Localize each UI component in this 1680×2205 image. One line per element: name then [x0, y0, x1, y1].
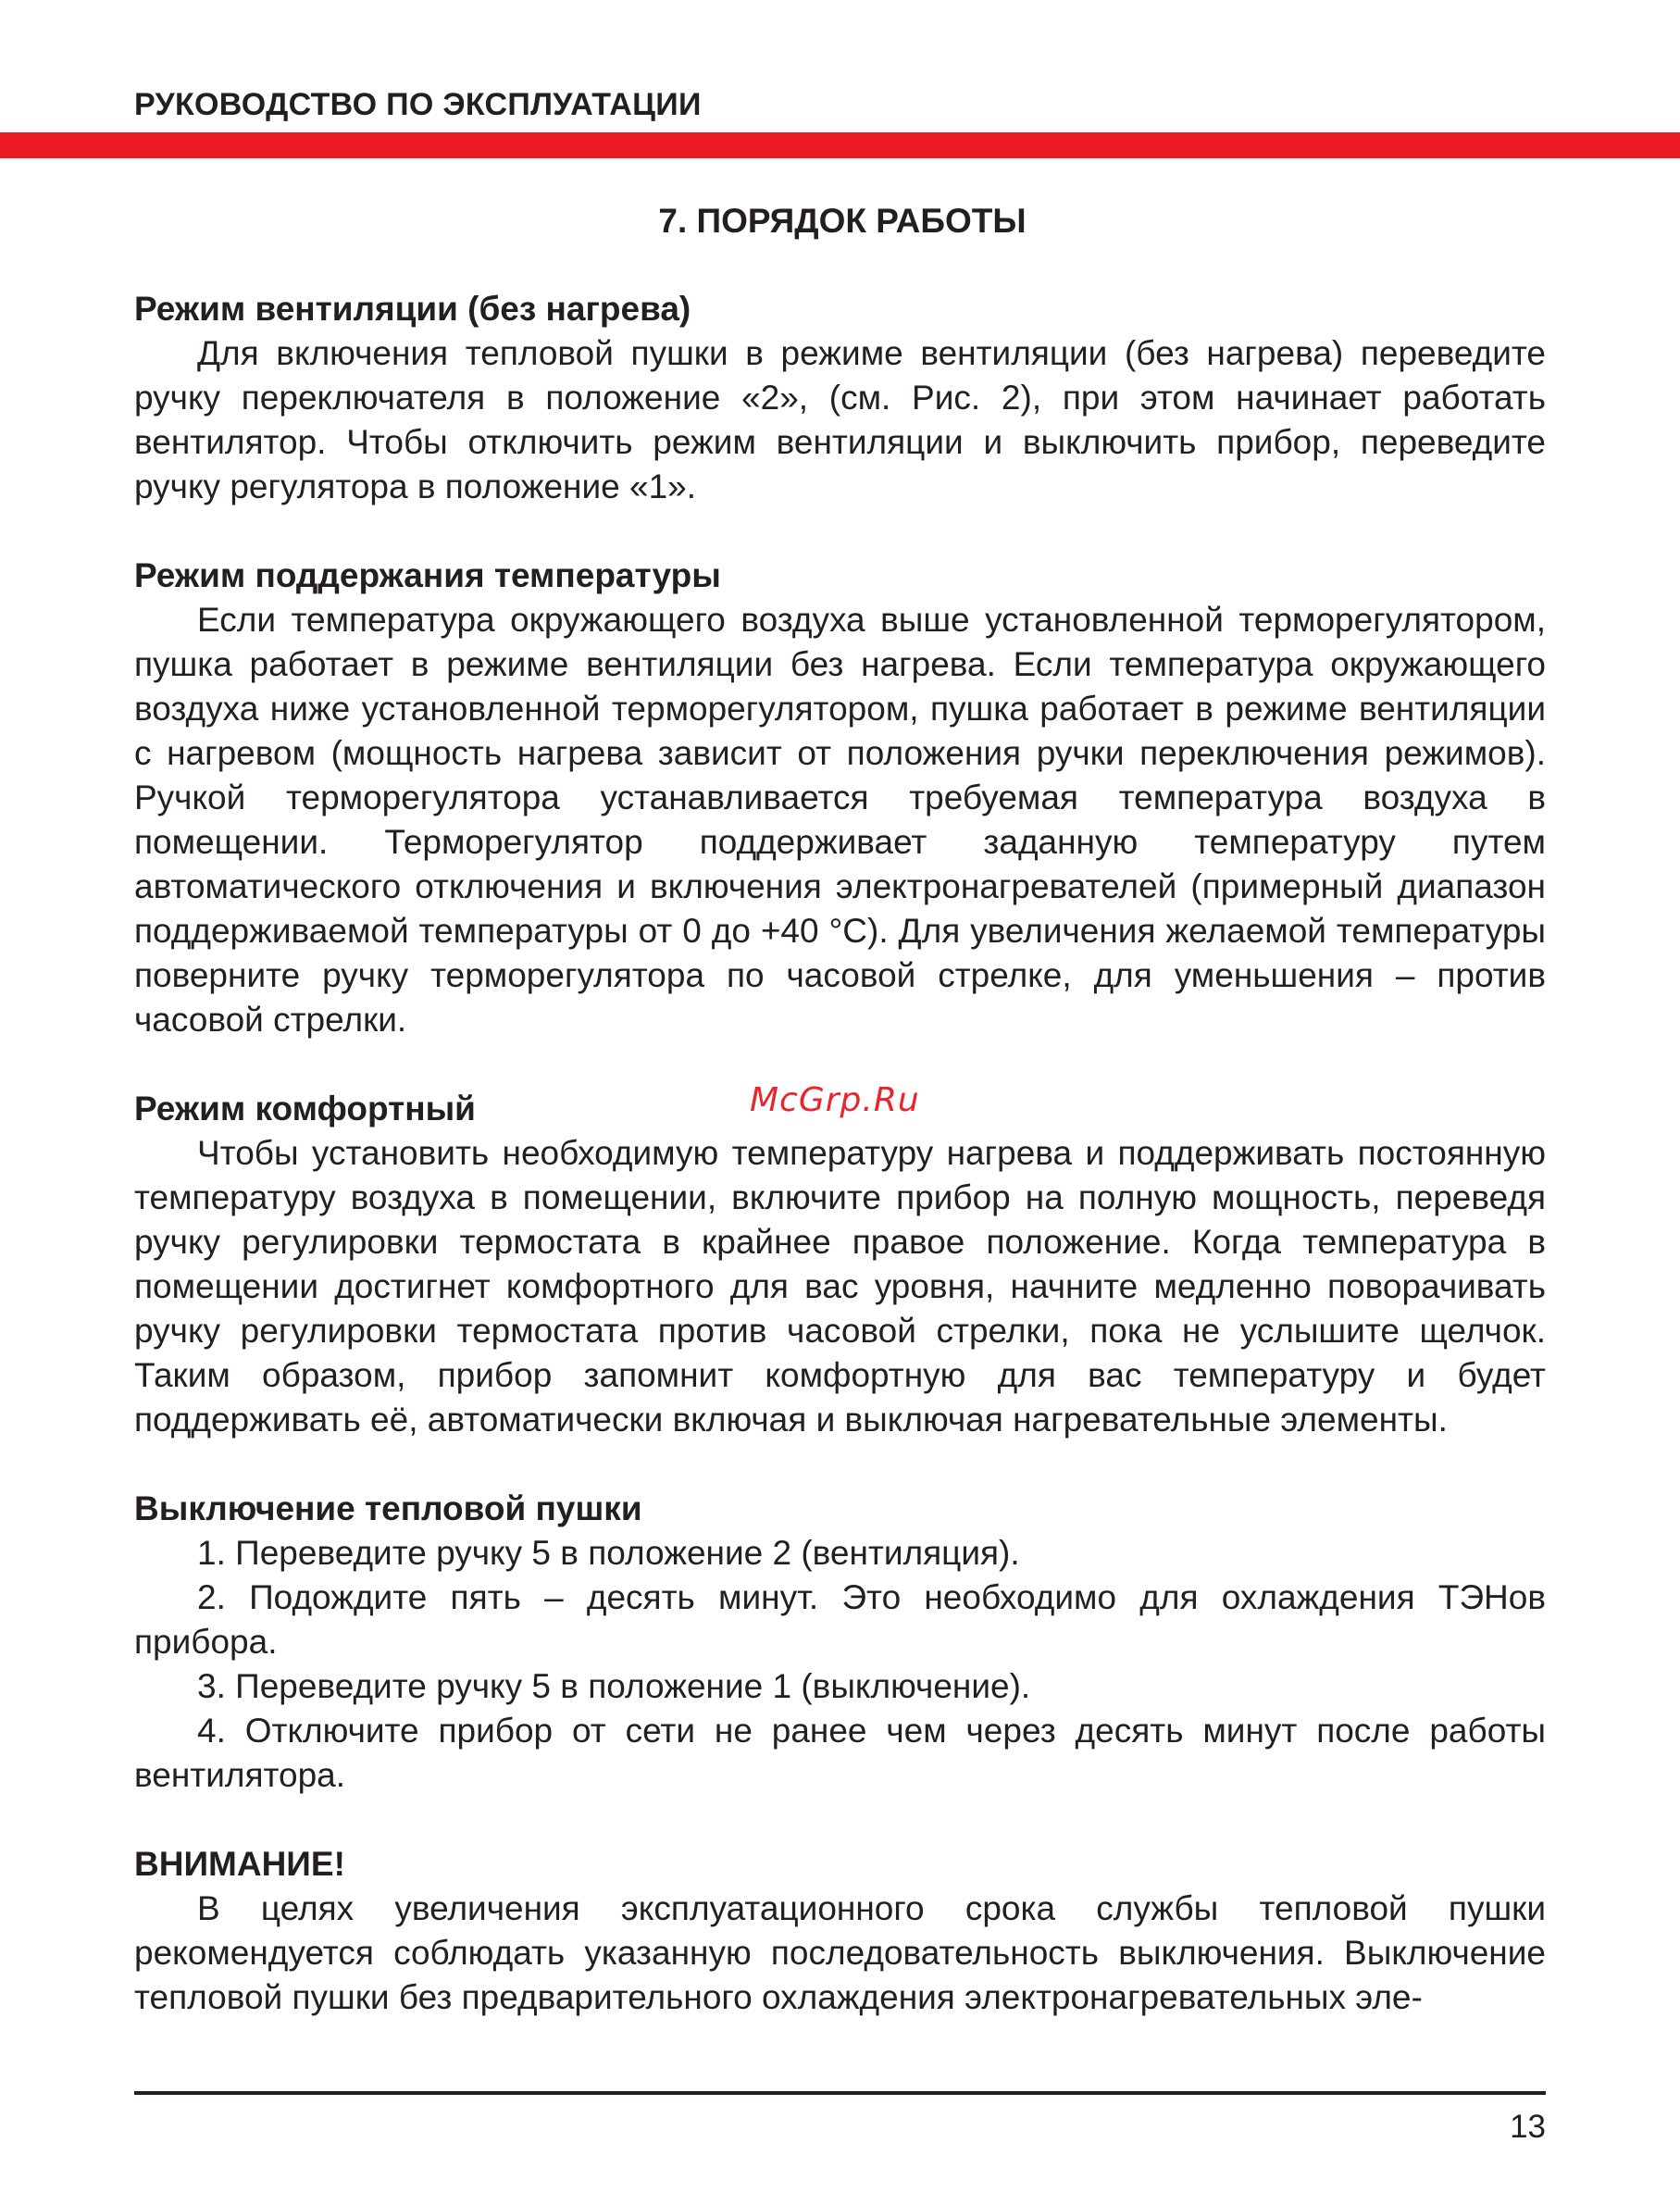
heading-comfort: Режим комфортный — [134, 1090, 476, 1127]
page-content — [134, 287, 1546, 2020]
page-number: 13 — [1510, 2109, 1546, 2145]
paragraph-comfort: Чтобы установить необходимую температуру нагрева и поддерживать постоянную температуру воздуха в помещении, включите прибор на полную мощность, переведя ручку регулировки термостата в крайнее правое положение. Когда температура в помещении достигнет комфортного для вас уровня, начните медленно поворачивать ручку регулировки термостата против часовой стрелки, пока не услышите щелчок. Таким образом, прибор запомнит комфортную для вас температуру и будет поддерживать её, автоматически включая и выключая нагревательные элементы. — [134, 1134, 1546, 1439]
paragraph-temperature: Если температура окружающего воздуха выше установленной терморегулятором, пушка работает в режиме вентиляции без нагрева. Если температура окружающего воздуха ниже установленной терморегулятором, пушка работает в режиме вентиляции с нагревом (мощность нагрева зависит от положения ручки переключения режимов). Ручкой терморегулятора устанавливается требуемая температура воздуха в помещении. Терморегулятор поддерживает заданную температуру путем автоматического отключения и включения электронагревателей (примерный диапазон поддерживаемой температуры от 0 до +40 °С). Для увеличения желаемой температуры поверните ручку терморегулятора по часовой стрелке, для уменьшения – против часовой стрелки. — [134, 601, 1546, 1039]
heading-temperature: Режим поддержания температуры — [134, 556, 721, 594]
footer-divider — [134, 2091, 1546, 2095]
paragraph-ventilation: Для включения тепловой пушки в режиме вентиляции (без нагрева) переведите ручку переключателя в положение «2», (см. Рис. 2), при этом начинает работать вентилятор. Чтобы отключить режим вентиляции и выключить прибор, переведите ручку регулятора в положение «1». — [134, 334, 1546, 505]
shutdown-step: 1. Переведите ручку 5 в положение 2 (вентиляция). — [197, 1534, 1020, 1572]
section-title: 7. ПОРЯДОК РАБОТЫ — [658, 202, 1027, 240]
watermark-text: McGrp.Ru — [750, 1081, 920, 1119]
running-header: РУКОВОДСТВО ПО ЭКСПЛУАТАЦИИ — [134, 87, 702, 122]
section-temperature — [134, 554, 1546, 1042]
section-comfort — [134, 1087, 1546, 1442]
paragraph-warning: В целях увеличения эксплуатационного срока службы тепловой пушки рекомендуется соблюдать указанную последовательность выключения. Выключение тепловой пушки без предварительного охлаждения электронагревательных эле- — [134, 1889, 1546, 2016]
shutdown-step: 2. Подождите пять – десять минут. Это необходимо для охлаждения ТЭНов прибора. — [134, 1578, 1546, 1661]
heading-shutdown: Выключение тепловой пушки — [134, 1489, 642, 1527]
shutdown-step: 4. Отключите прибор от сети не ранее чем через десять минут после работы вентилятора. — [134, 1712, 1546, 1794]
shutdown-step: 3. Переведите ручку 5 в положение 1 (выключение). — [197, 1667, 1031, 1705]
section-warning — [134, 1842, 1546, 2020]
heading-warning: ВНИМАНИЕ! — [134, 1845, 345, 1883]
heading-ventilation: Режим вентиляции (без нагрева) — [134, 290, 691, 328]
section-shutdown — [134, 1487, 1546, 1798]
section-ventilation — [134, 287, 1546, 509]
header-red-bar — [0, 132, 1680, 158]
